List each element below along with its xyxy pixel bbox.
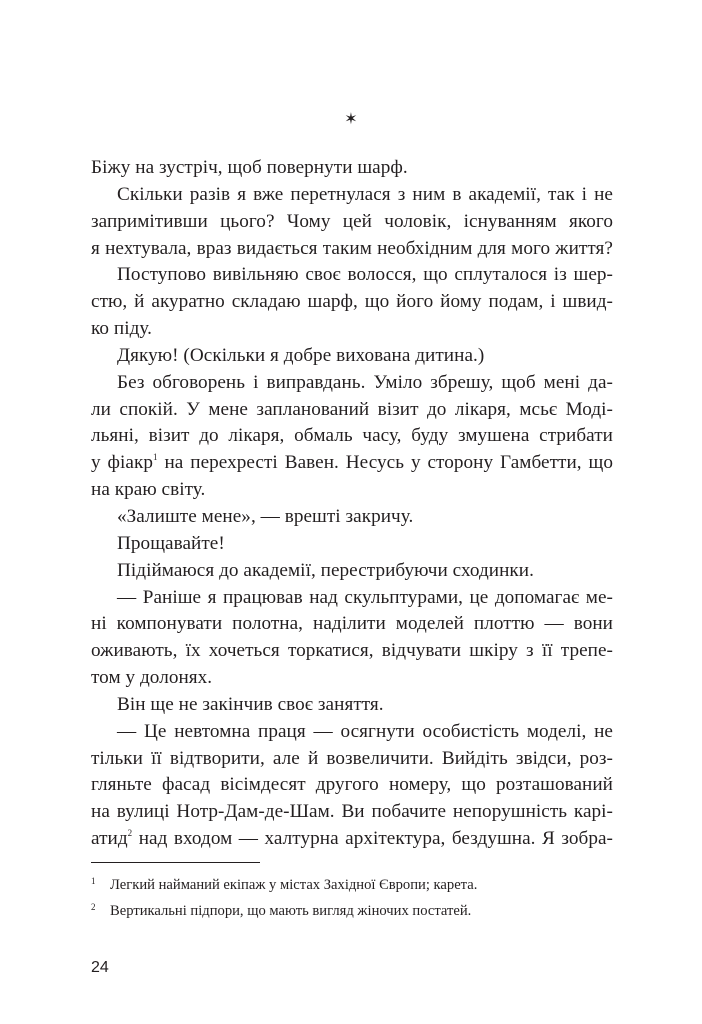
text-line: ні компонувати полотна, наділити моделей плоттю — вони (91, 613, 613, 635)
text-line: на вулиці Нотр-Дам-де-Шам. Ви побачите непорушність карі- (91, 801, 613, 823)
text-line: — Раніше я працював над скульптурами, це допомагає ме- (117, 586, 613, 608)
footnote-text: Вертикальні підпори, що мають вигляд жіночих постатей. (110, 903, 472, 919)
text-line: я нехтувала, враз видається таким необхідним для мого життя? (91, 237, 613, 259)
text-line: Поступово вивільняю своє волосся, що сплуталося із шер- (117, 264, 613, 286)
text-line: Прощавайте! (117, 532, 225, 554)
text-line: том у долонях. (91, 667, 213, 689)
footnote-ref-2[interactable]: 2 (127, 828, 133, 839)
text-line: стю, й акуратно складаю шарф, що його йому подам, і швид- (91, 291, 613, 313)
body-text (91, 155, 613, 853)
text-line: Скільки разів я вже перетнулася з ним в академії, так і не (117, 183, 613, 205)
footnote-text: Легкий найманий екіпаж у містах Західної Європи; карета. (110, 877, 478, 893)
text-line: запримітивши цього? Чому цей чоловік, існуванням якого (91, 210, 613, 232)
page-number: 24 (91, 959, 109, 976)
footnote-2: 2 Вертикальні підпори, що мають вигляд жіночих постатей. (91, 902, 472, 919)
text-line: у фіакр$^1$ на перехресті Вавен. Несусь у сторону Гамбетти, що (91, 452, 613, 474)
text-line: оживають, їх хочеться торкатися, відчувати шкіру з її трепе- (91, 640, 613, 662)
footnote-divider (91, 862, 260, 863)
text-line: атид$^2$ над входом — халтурна архітектура, бездушна. Я зобра- (91, 828, 613, 850)
text-line: — Це невтомна праця — осягнути особистість моделі, не (117, 720, 613, 742)
text-line: тільки її відтворити, але й возвеличити. Вийдіть звідси, роз- (91, 747, 613, 769)
text-line: Підіймаюся до академії, перестрибуючи сходинки. (117, 559, 534, 581)
text-line: гляньте фасад вісімдесят другого номеру, що розташований (91, 774, 613, 796)
footnote-1: 1 Легкий найманий екіпаж у містах Західної Європи; карета. (91, 876, 478, 893)
text-line: ко піду. (91, 318, 152, 340)
text-line: льяні, візит до лікаря, обмаль часу, буду змушена стрибати (91, 425, 613, 447)
text-line: Дякую! (Оскільки я добре вихована дитина.) (117, 344, 485, 366)
text-line: ли спокій. У мене запланований візит до лікаря, мсьє Моді- (91, 398, 613, 420)
text-line: на краю світу. (91, 479, 206, 501)
text-line: Без обговорень і виправдань. Уміло збрешу, щоб мені да- (117, 371, 613, 393)
text-line: Він ще не закінчив своє заняття. (117, 693, 384, 715)
text-line: «Залиште мене», — врешті закричу. (117, 505, 414, 527)
footnotes (91, 872, 613, 924)
footnote-ref-1[interactable]: 1 (153, 452, 158, 463)
section-break-star-icon: ✶ (344, 111, 358, 128)
text-line: Біжу на зустріч, щоб повернути шарф. (91, 157, 408, 178)
